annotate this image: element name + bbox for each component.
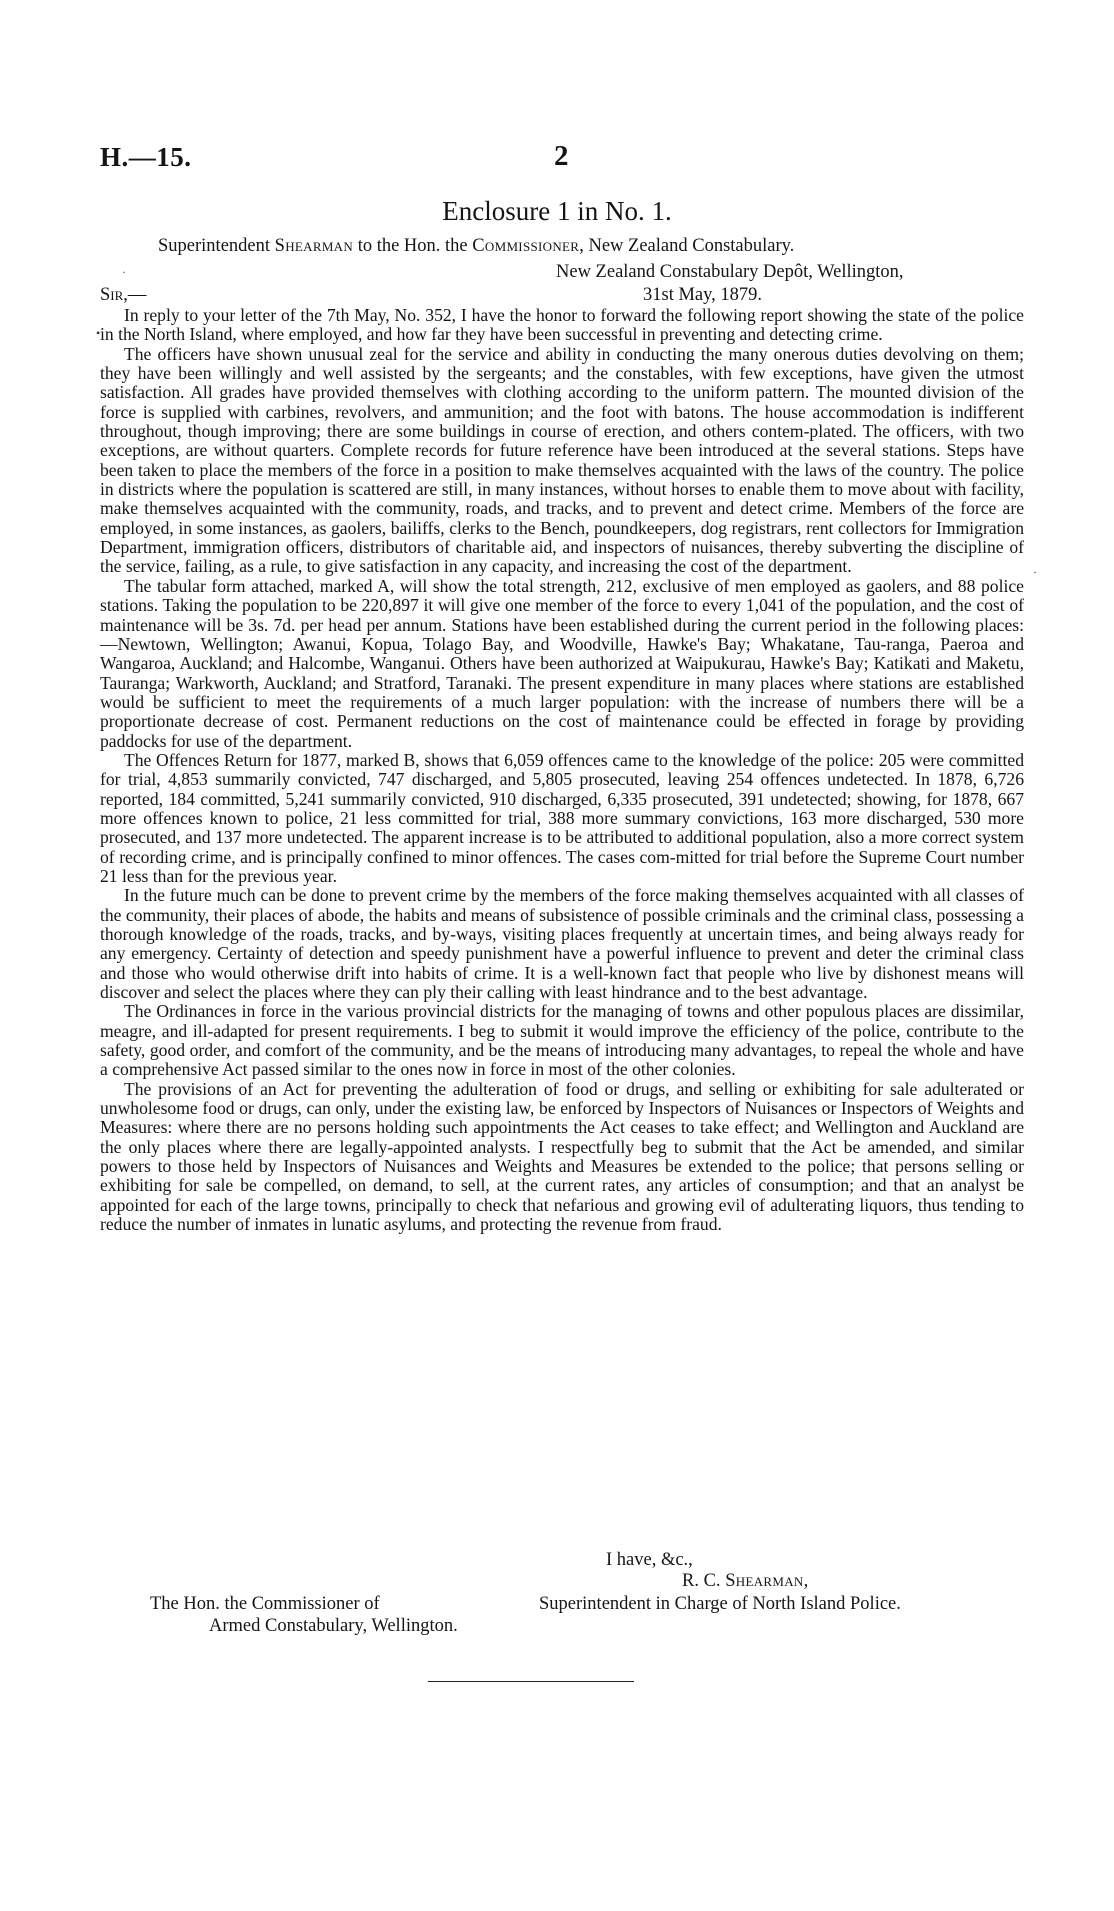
valediction: I have, &c., [606,1550,693,1570]
letter-date: 31st May, 1879. [643,285,763,305]
signature-initials: R. C. [682,1571,721,1591]
document-code: H.—15. [100,142,192,172]
paragraph: In reply to your letter of the 7th May, No. 352, I have the honor to forward the following report showing the state of the police in the North Island, where employed, and how far they have been successful in preventing and detecting crime. [100,305,1024,345]
signature-surname: Shearman, [725,1571,809,1591]
paragraph: The provisions of an Act for preventing the adulteration of food or drugs, and selling or exhibiting for sale adulterated or unwholesome food or drugs, can only, under the existing law, be enforced by Inspectors of Nuisances or Inspectors of Weights and Measures: where there are no persons holding such appointments the Act ceases to take effect; and Wellington and Auckland are the only places where there are legally-appointed analysts. I respectfully beg to submit that the Act be amended, and similar powers to those held by Inspectors of Nuisances and Weights and Measures be extended to the police; that persons selling or exhibiting for sale be compelled, on demand, to sell, at the current rates, any articles of consumption; and that an analyst be appointed for each of the large towns, principally to check that nefarious and growing evil of adulterating liquors, thus tending to reduce the number of inmates in lunatic asylums, and protecting the revenue from fraud. [100,1078,1024,1235]
margin-mark: · [122,265,126,279]
signature-title: Superintendent in Charge of North Island Police. [539,1594,901,1614]
subtitle-from-name: Shearman [274,236,354,256]
recipient-line-1: The Hon. the Commissioner of [150,1594,380,1614]
margin-mark: · [1033,565,1037,579]
recipient-line-2: Armed Constabulary, Wellington. [209,1616,458,1636]
closing-divider [428,1681,634,1682]
subtitle-to-title: Commissioner [472,236,580,256]
paragraph: The Offences Return for 1877, marked B, shows that 6,059 offences came to the knowledge of the police: 205 were committed for trial, 4,853 summarily convicted, 747 discharged, and 5,805 prosecuted, leaving 254 offences undetected. In 1878, 6,726 reported, 184 committed, 5,241 summarily convicted, 910 discharged, 6,335 prosecuted, 391 undetected; showing, for 1878, 667 more offences known to police, 21 less committed for trial, 388 more summary convictions, 163 more discharged, 530 more prosecuted, and 137 more undetected. The apparent increase is to be attributed to additional population, also a more correct system of recording crime, and is principally confined to minor offences. The cases com-mitted for trial before the Supreme Court number 21 less than for the previous year. [100,749,1024,886]
paragraph: The officers have shown unusual zeal for the service and ability in conducting the many onerous duties devolving on them; they have been willingly and well assisted by the sergeants; and the constables, with few exceptions, have given the utmost satisfaction. All grades have provided themselves with clothing according to the uniform pattern. The mounted division of the force is supplied with carbines, revolvers, and ammunition; and the foot with batons. The house accommodation is indifferent throughout, though improving; there are some buildings in course of erection, and others contem-plated. The officers, with two exceptions, are without quarters. Complete records for future reference have been introduced at the several stations. Steps have been taken to place the members of the force in a position to make themselves acquainted with the laws of the country. The police in districts where the population is scattered are still, in many instances, without horses to enable them to move about with facility, make themselves acquainted with the community, roads, and tracks, and to prevent and detect crime. Members of the force are employed, in some instances, as gaolers, bailiffs, clerks to the Bench, poundkeepers, dog registrars, rent collectors for Immigration Department, immigration officers, distributors of charitable aid, and inspectors of nuisances, thereby subverting the discipline of the service, failing, as a rule, to give satisfaction in any capacity, and increasing the cost of the department. [100,343,1024,577]
subtitle-to-suffix: , New Zealand Constabulary. [579,236,795,256]
signature [682,1571,809,1592]
salutation: Sir,— [100,285,147,305]
paragraph: The tabular form attached, marked A, will show the total strength, 212, exclusive of men employed as gaolers, and 88 police stations. Taking the population to be 220,897 it will give one member of the force to every 1,041 of the population, and the cost of maintenance will be 3s. 7d. per head per annum. Stations have been established during the current period in the following places:—Newtown, Wellington; Awanui, Kopua, Tolago Bay, and Woodville, Hawke's Bay; Whakatane, Tau-ranga, Paeroa and Wangaroa, Auckland; and Halcombe, Wanganui. Others have been authorized at Waipukurau, Hawke's Bay; Katikati and Maketu, Tauranga; Warkworth, Auckland; and Stratford, Taranaki. The present expenditure in many places where stations are established would be sufficient to meet the requirements of a much larger population: with the increase of numbers there will be a proportionate decrease of cost. Permanent reductions on the cost of maintenance could be effected in forage by providing paddocks for use of the department. [100,575,1024,751]
page-number: 2 [554,140,569,172]
sender-address: New Zealand Constabulary Depôt, Wellington, [556,262,904,282]
enclosure-title: Enclosure 1 in No. 1. [442,196,672,226]
paragraph: The Ordinances in force in the various provincial districts for the managing of towns and other populous places are dissimilar, meagre, and ill-adapted for present requirements. I beg to submit it would improve the efficiency of the police, contribute to the safety, good order, and comfort of the community, and be the means of introducing many advantages, to repeal the whole and have a comprehensive Act passed similar to the ones now in force in most of the other colonies. [100,1001,1024,1080]
margin-mark: • [96,326,101,340]
subtitle-from-prefix: Superintendent [158,236,271,256]
paragraph: In the future much can be done to prevent crime by the members of the force making themselves acquainted with all classes of the community, their places of abode, the habits and means of subsistence of possible criminals and the criminal class, possessing a thorough knowledge of the roads, tracks, and by-ways, visiting places frequently at uncertain times, and being always ready for any emergency. Certainty of detection and speedy punishment have a powerful influence to prevent and deter the criminal class and those who would otherwise drift into habits of crime. It is a well-known fact that people who live by dishonest means will discover and select the places where they can ply their calling with least hindrance and to the best advantage. [100,885,1024,1003]
letter-body [100,306,1024,1235]
letter-subtitle [158,236,794,257]
subtitle-mid: to the Hon. the [357,236,468,256]
